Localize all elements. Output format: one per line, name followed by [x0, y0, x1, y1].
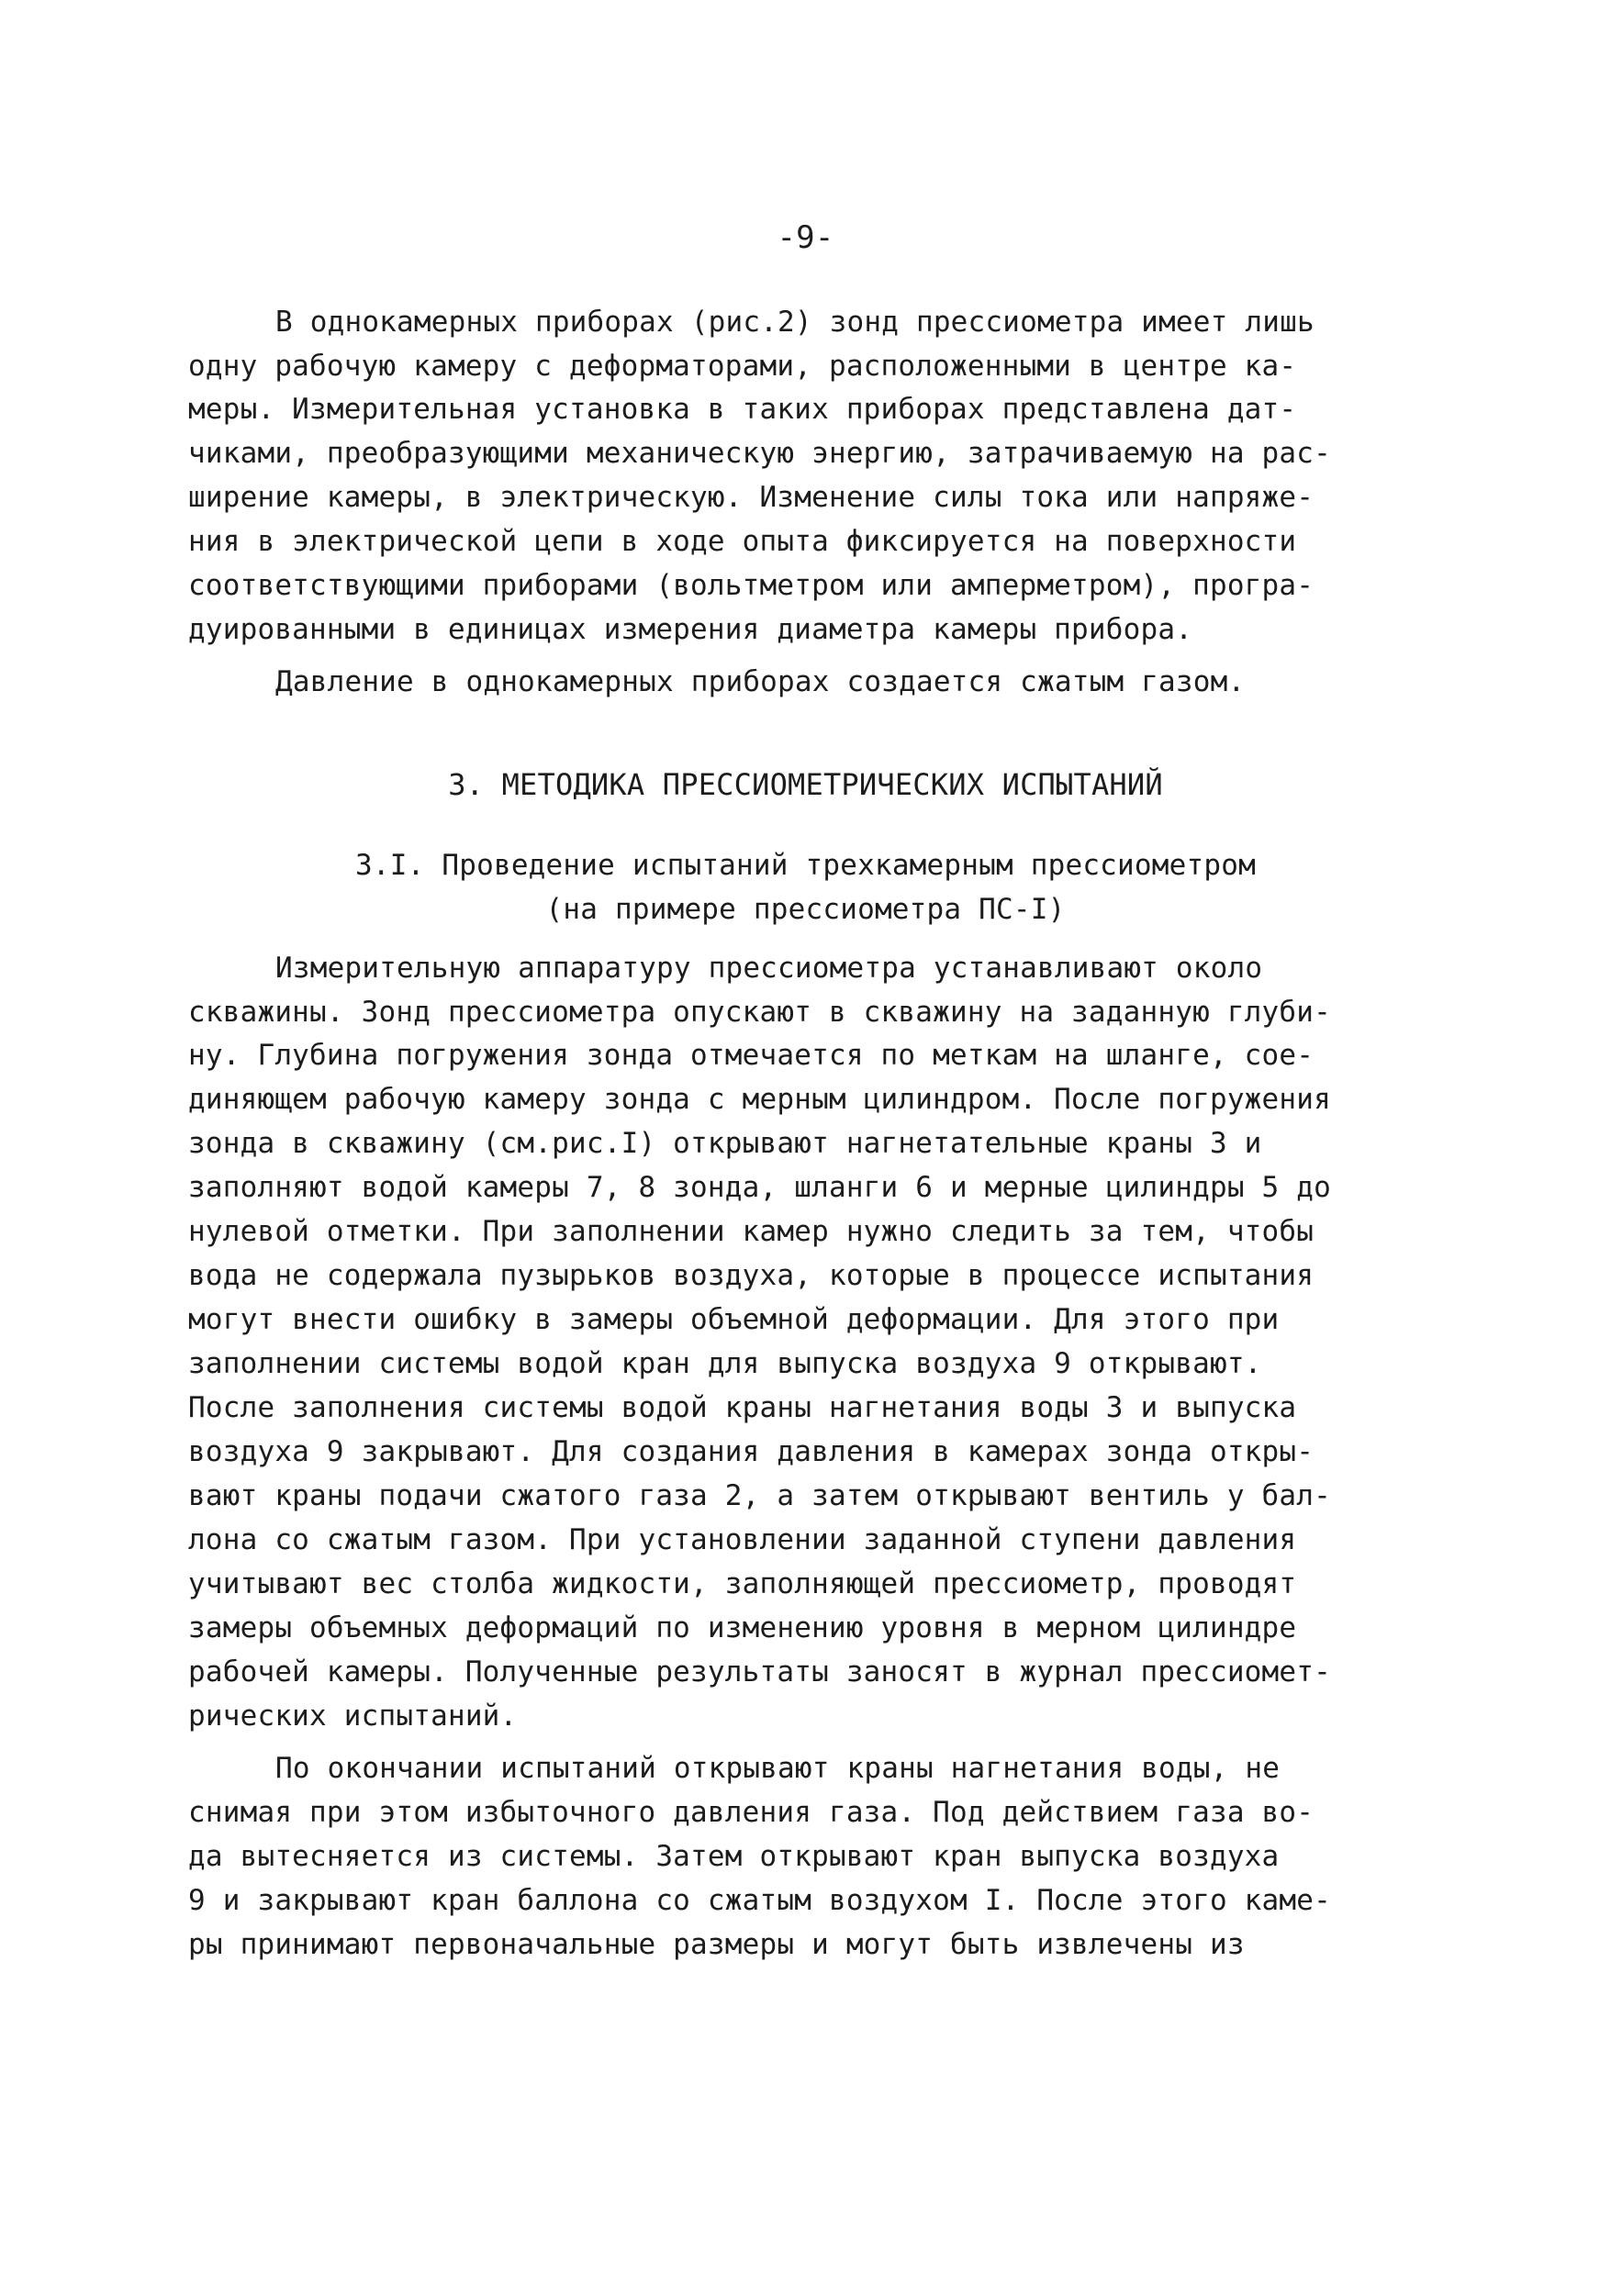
paragraph-line: диняющем рабочую камеру зонда с мерным цилиндром. После погружения — [188, 1083, 1331, 1116]
paragraph-line: дуированными в единицах измерения диаметра камеры прибора. — [188, 613, 1193, 646]
paragraph-line: заполняют водой камеры 7, 8 зонда, шланги 6 и мерные цилиндры 5 до — [188, 1171, 1331, 1204]
paragraph-line: меры. Измерительная установка в таких приборах представлена дат- — [188, 393, 1297, 426]
subsection-heading-line: (на примере прессиометра ПС-I) — [545, 893, 1066, 926]
paragraph-line: учитывают вес столба жидкости, заполняющей прессиометр, проводят — [188, 1567, 1297, 1600]
paragraph-line: По окончании испытаний открывают краны нагнетания воды, не — [275, 1752, 1281, 1785]
paragraph-line: 9 и закрывают кран баллона со сжатым воздухом I. После этого каме- — [188, 1884, 1331, 1917]
paragraph-line: да вытесняется из системы. Затем открывают кран выпуска воздуха — [188, 1840, 1280, 1873]
paragraph-line: зонда в скважину (см.рис.I) открывают нагнетательные краны 3 и — [188, 1127, 1262, 1160]
paragraph-line: нулевой отметки. При заполнении камер нужно следить за тем, чтобы — [188, 1215, 1315, 1248]
paragraph-line: вают краны подачи сжатого газа 2, а затем открывают вентиль у бал- — [188, 1479, 1331, 1512]
paragraph-line: После заполнения системы водой краны нагнетания воды 3 и выпуска — [188, 1391, 1297, 1424]
paragraph-line: чиками, преобразующими механическую энергию, затрачиваемую на рас- — [188, 437, 1331, 470]
paragraph-line: рических испытаний. — [188, 1700, 518, 1733]
paragraph-line: лона со сжатым газом. При установлении заданной ступени давления — [188, 1523, 1297, 1556]
paragraph-line: одну рабочую камеру с деформаторами, расположенными в центре ка- — [188, 350, 1297, 383]
paragraph-line: воздуха 9 закрывают. Для создания давления в камерах зонда откры- — [188, 1435, 1315, 1468]
section-heading: 3. МЕТОДИКА ПРЕССИОМЕТРИЧЕСКИХ ИСПЫТАНИЙ — [448, 767, 1163, 802]
paragraph-line: снимая при этом избыточного давления газа. Под действием газа во- — [188, 1796, 1315, 1829]
paragraph-line: вода не содержала пузырьков воздуха, которые в процессе испытания — [188, 1259, 1315, 1292]
paragraph-line: заполнении системы водой кран для выпуска воздуха 9 открывают. — [188, 1347, 1262, 1380]
page-number: -9- — [777, 219, 834, 256]
paragraph-line: соответствующими приборами (вольтметром или амперметром), програ- — [188, 569, 1315, 602]
paragraph-line: могут внести ошибку в замеры объемной деформации. Для этого при — [188, 1303, 1280, 1336]
paragraph-line: ну. Глубина погружения зонда отмечается по меткам на шланге, сое- — [188, 1039, 1315, 1072]
pressure-paragraph: Давление в однокамерных приборах создается сжатым газом. — [275, 665, 1246, 698]
paragraph-line: замеры объемных деформаций по изменению уровня в мерном цилиндре — [188, 1611, 1297, 1644]
paragraph-line: В однокамерных приборах (рис.2) зонд прессиометра имеет лишь — [275, 306, 1315, 339]
subsection-heading-line: 3.I. Проведение испытаний трехкамерным прессиометром — [355, 849, 1256, 882]
paragraph-line: ния в электрической цепи в ходе опыта фиксируется на поверхности — [188, 525, 1297, 558]
paragraph-line: ры принимают первоначальные размеры и могут быть извлечены из — [188, 1928, 1245, 1961]
paragraph-line: ширение камеры, в электрическую. Изменение силы тока или напряже- — [188, 481, 1315, 514]
paragraph-line: Измерительную аппаратуру прессиометра устанавливают около — [275, 952, 1263, 985]
paragraph-line: рабочей камеры. Полученные результаты заносят в журнал прессиомет- — [188, 1655, 1331, 1689]
paragraph-line: скважины. Зонд прессиометра опускают в скважину на заданную глуби- — [188, 996, 1331, 1029]
